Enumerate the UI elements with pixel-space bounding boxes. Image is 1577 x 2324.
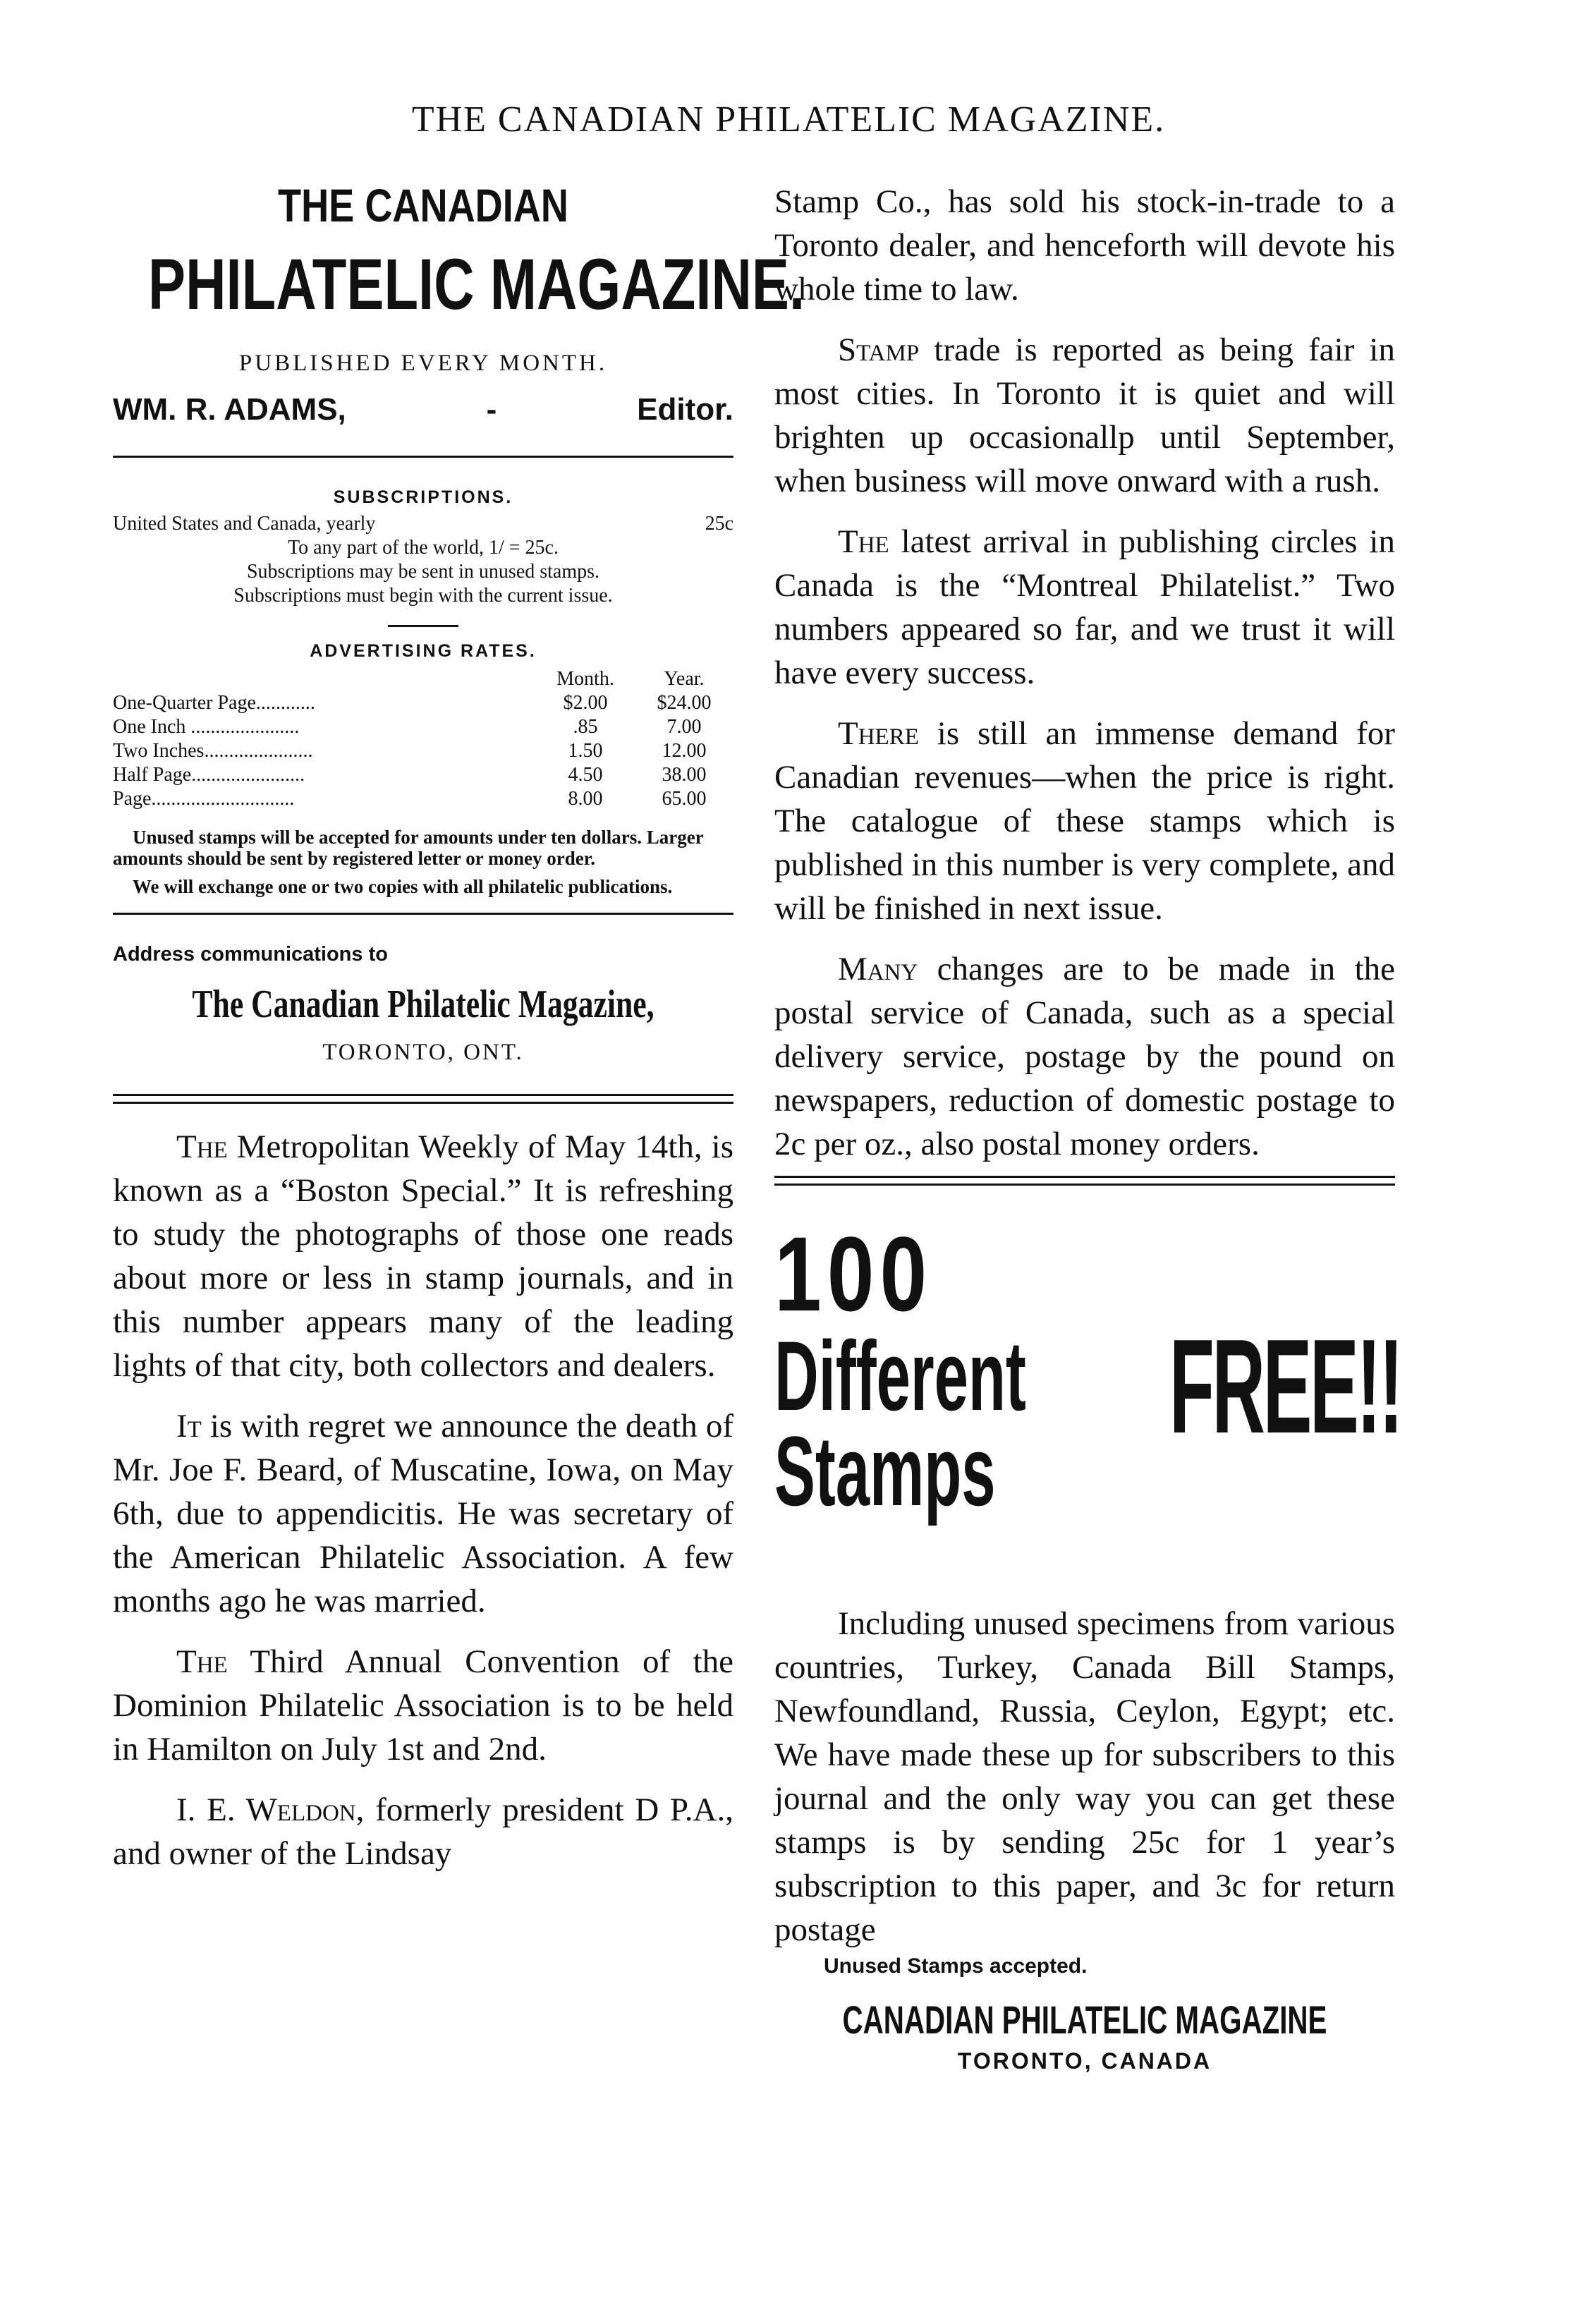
paragraph-lead: Stamp xyxy=(838,331,920,368)
subscription-world: To any part of the world, 1/ = 25c. xyxy=(288,536,559,559)
divider xyxy=(388,625,458,627)
paragraph-lead: There xyxy=(838,715,919,752)
rate-month: 4.50 xyxy=(568,763,603,786)
paragraph-lead: The xyxy=(838,523,889,560)
rate-year: 38.00 xyxy=(662,763,707,786)
table-row xyxy=(113,739,733,763)
divider xyxy=(113,456,733,458)
article-paragraph xyxy=(113,1125,733,1387)
address-city: TORONTO, ONT. xyxy=(322,1039,524,1065)
article-paragraph xyxy=(774,180,1395,311)
masthead-title-line2: PHILATELIC MAGAZINE. xyxy=(148,243,805,324)
subscription-rate-row xyxy=(113,512,733,536)
col-year: Year. xyxy=(664,667,705,690)
advertising-note: Unused stamps will be accepted for amounts under ten dollars. Larger amounts should be sent by registered letter or money order. xyxy=(113,826,704,869)
paragraph-text: is with regret we announce the death of Mr. Joe F. Beard, of Muscatine, Iowa, on May 6th, due to appendicitis. He was secretary of the American Philatelic Association. A few months ago he was married. xyxy=(113,1407,733,1619)
running-head: THE CANADIAN PHILATELIC MAGAZINE. xyxy=(411,99,1166,140)
subscription-issue: Subscriptions must begin with the current issue. xyxy=(233,584,613,607)
address-name: The Canadian Philatelic Magazine, xyxy=(192,982,654,1026)
paragraph-text: Metropolitan Weekly of May 14th, is known as a “Boston Special.” It is refreshing to study the photographs of those one reads about more or less in stamp journals, and in this number appears many of the leading lights of that city, both collectors and dealers. xyxy=(113,1128,733,1384)
rate-label: One-Quarter Page............ xyxy=(113,691,315,714)
table-row xyxy=(113,715,733,739)
ad-accepted: Unused Stamps accepted. xyxy=(824,1954,1088,1978)
rate-label: Half Page....................... xyxy=(113,763,305,786)
divider xyxy=(113,913,733,915)
article-paragraph xyxy=(113,1640,733,1771)
rate-label: Two Inches...................... xyxy=(113,739,313,762)
address-label: Address communications to xyxy=(113,942,388,966)
rate-month: 8.00 xyxy=(568,787,603,810)
paragraph-lead: Many xyxy=(838,951,918,987)
published-line: PUBLISHED EVERY MONTH. xyxy=(238,350,608,376)
double-divider xyxy=(113,1094,733,1104)
table-row xyxy=(113,787,733,811)
masthead-title-line1: THE CANADIAN xyxy=(278,179,568,231)
ad-count: 100 xyxy=(774,1215,933,1333)
col-month: Month. xyxy=(556,667,614,690)
article-paragraph xyxy=(774,947,1395,1166)
rate-month: $2.00 xyxy=(563,691,608,714)
article-paragraph xyxy=(113,1404,733,1623)
ad-free: FREE!! xyxy=(1169,1312,1401,1461)
ad-stamps: Stamps xyxy=(774,1416,996,1526)
paragraph-text: is still an immense demand for Canadian revenues—when the price is right. The catalogue of these stamps which is published in this number is very complete, and will be finished in next issue. xyxy=(774,715,1395,927)
rates-header-row xyxy=(113,667,733,691)
paragraph-text: changes are to be made in the postal service of Canada, such as a special delivery service, postage by the pound on newspapers, reduction of domestic postage to 2c per oz., also postal money orders. xyxy=(774,951,1395,1162)
paragraph-text: formerly president D P.A., and owner of the Lindsay xyxy=(113,1791,734,1872)
article-paragraph xyxy=(774,712,1395,930)
rates-table xyxy=(113,667,733,811)
article-paragraph xyxy=(774,520,1395,695)
subscription-rate-price: 25c xyxy=(705,512,733,535)
rate-label: Page............................. xyxy=(113,787,295,810)
paragraph-text: latest arrival in publishing circles in Canada is the “Montreal Philatelist.” Two numbers appeared so far, and we trust it will have every success. xyxy=(774,523,1395,691)
ad-body: Including unused specimens from various countries, Turkey, Canada Bill Stamps, Newfoundland, Russia, Ceylon, Egypt; etc. We have made these up for subscribers to this journal and the only way you can get these stamps is by sending 25c for 1 year’s subscription to this paper, and 3c for return postage xyxy=(774,1605,1395,1948)
subscriptions-block xyxy=(113,512,733,608)
paragraph-lead: The xyxy=(176,1128,228,1165)
rate-year: 65.00 xyxy=(662,787,707,810)
ad-different: Different xyxy=(774,1320,1026,1431)
ad-footer-city: TORONTO, CANADA xyxy=(957,2048,1212,2074)
paragraph-lead: I. E. Weldon, xyxy=(176,1791,365,1828)
paragraph-lead: The xyxy=(176,1643,228,1680)
double-divider xyxy=(774,1176,1395,1186)
rate-year: $24.00 xyxy=(657,691,712,714)
rate-month: .85 xyxy=(573,715,598,738)
exchange-note: We will exchange one or two copies with all philatelic publications. xyxy=(133,875,673,897)
ad-footer-title: CANADIAN PHILATELIC MAGAZINE xyxy=(842,1997,1327,2042)
article-paragraph xyxy=(774,328,1395,503)
subscriptions-heading: SUBSCRIPTIONS. xyxy=(333,487,513,507)
editor-dash: - xyxy=(486,391,497,427)
paragraph-text: Stamp Co., has sold his stock-in-trade to a Toronto dealer, and henceforth will devote his whole time to law. xyxy=(774,183,1395,308)
paragraph-text: Third Annual Convention of the Dominion Philatelic Association is to be held in Hamilton on July 1st and 2nd. xyxy=(113,1643,733,1768)
free-stamps-ad xyxy=(774,1207,1401,1526)
left-articles xyxy=(113,1125,733,1875)
editor-label: Editor. xyxy=(637,391,733,427)
masthead xyxy=(113,179,805,427)
advertising-heading: ADVERTISING RATES. xyxy=(310,640,537,661)
subscription-stamps: Subscriptions may be sent in unused stamps. xyxy=(246,560,600,583)
editor-line xyxy=(113,392,733,427)
left-column xyxy=(113,179,805,1875)
rate-year: 12.00 xyxy=(662,739,707,762)
right-column xyxy=(774,180,1401,2074)
rate-year: 7.00 xyxy=(666,715,702,738)
table-row xyxy=(113,691,733,715)
editor-name: WM. R. ADAMS, xyxy=(113,391,346,427)
paragraph-lead: It xyxy=(176,1407,202,1444)
article-paragraph xyxy=(113,1788,733,1875)
subscription-rate-label: United States and Canada, yearly xyxy=(113,512,376,535)
rate-label: One Inch ...................... xyxy=(113,715,300,738)
paragraph-text: trade is reported as being fair in most cities. In Toronto it is quiet and will brighten up occasionallp until September, when business will move onward with a rush. xyxy=(774,331,1395,499)
table-row xyxy=(113,763,733,787)
rate-month: 1.50 xyxy=(568,739,603,762)
